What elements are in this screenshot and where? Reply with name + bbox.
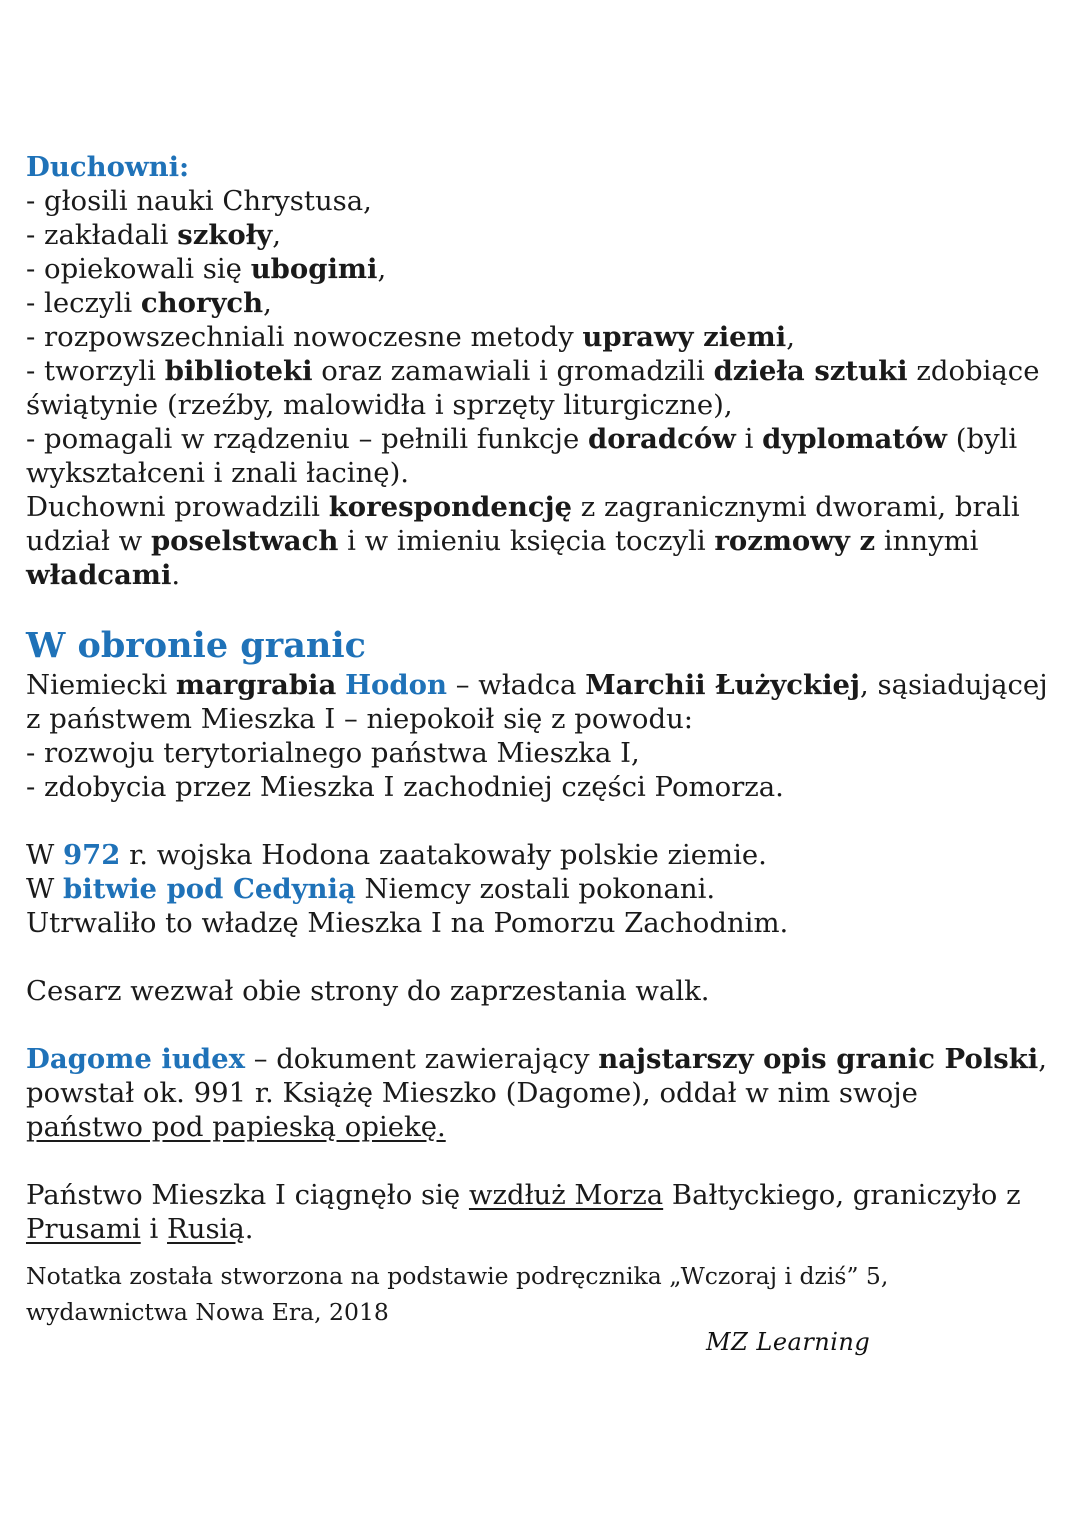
text-run: z zagranicznymi dworami, brali xyxy=(572,491,1020,523)
text-run: (byli xyxy=(947,423,1018,455)
text-run: Duchowni prowadzili xyxy=(26,491,329,523)
text-run: , xyxy=(377,253,387,285)
text-run: powstał ok. 991 r. Książę Mieszko (Dagome), oddał w nim swoje xyxy=(26,1077,918,1109)
text-run: , xyxy=(263,287,272,319)
emphasis-text: Dagome iudex xyxy=(26,1043,245,1075)
text-run: Cesarz wezwał obie strony do zaprzestania walk. xyxy=(26,975,710,1007)
paragraph xyxy=(26,1178,1056,1246)
text-run: , xyxy=(786,321,795,353)
paragraph-gap xyxy=(26,940,1056,974)
text-run: . xyxy=(244,1213,254,1245)
emphasis-text: bitwie pod Cedynią xyxy=(63,873,356,905)
text-run: , xyxy=(272,219,282,251)
text-run xyxy=(336,669,345,701)
emphasis-text: najstarszy opis granic Polski xyxy=(598,1043,1039,1075)
author-signature: MZ Learning xyxy=(706,1328,871,1356)
paragraph-line xyxy=(26,1076,1056,1110)
clergy-line xyxy=(26,422,1056,456)
paragraph xyxy=(26,1042,1056,1144)
clergy-line xyxy=(26,354,1056,388)
text-run: W xyxy=(26,873,64,905)
paragraph-line xyxy=(26,1042,1056,1076)
text-run: i xyxy=(735,423,763,455)
text-run: , sąsiadującej xyxy=(859,669,1048,701)
text-run: Państwo Mieszka I ciągnęło się xyxy=(26,1179,469,1211)
text-run: . xyxy=(171,559,181,591)
text-run: - leczyli xyxy=(26,287,141,319)
clergy-line xyxy=(26,286,1056,320)
emphasis-text: Marchii Łużyckiej xyxy=(585,669,860,701)
text-run: i xyxy=(140,1213,168,1245)
note-page xyxy=(26,150,1056,1330)
paragraph-line xyxy=(26,1212,1056,1246)
paragraph-gap xyxy=(26,1144,1056,1178)
emphasis-text: poselstwach xyxy=(150,525,339,557)
text-run: - opiekowali się xyxy=(26,253,251,285)
emphasis-text: uprawy ziemi xyxy=(582,321,787,353)
source-note xyxy=(26,1258,1056,1330)
emphasis-text: korespondencję xyxy=(328,491,573,523)
emphasis-text: szkoły xyxy=(177,219,273,251)
paragraph-gap xyxy=(26,804,1056,838)
text-run: zdobiące xyxy=(907,355,1040,387)
emphasis-text: władcami xyxy=(26,559,172,591)
text-run: - zakładali xyxy=(26,219,178,251)
emphasis-text: ubogimi xyxy=(250,253,378,285)
section-heading-borders: W obronie granic xyxy=(26,625,366,666)
text-run: - głosili nauki Chrystusa, xyxy=(26,185,372,217)
paragraph-line xyxy=(26,1110,1056,1144)
clergy-list xyxy=(26,184,1056,592)
paragraph-line xyxy=(26,770,1056,804)
text-run: innymi xyxy=(875,525,979,557)
clergy-line xyxy=(26,456,1056,490)
emphasis-text: Rusią xyxy=(167,1213,245,1245)
clergy-line xyxy=(26,218,1056,252)
text-run: W xyxy=(26,839,64,871)
text-run: Niemiecki xyxy=(26,669,176,701)
text-run: - rozpowszechniali nowoczesne metody xyxy=(26,321,583,353)
text-run: z państwem Mieszka I – niepokoił się z powodu: xyxy=(26,703,694,735)
text-run: wykształceni i znali łacinę). xyxy=(26,457,410,489)
text-run: - pomagali w rządzeniu – pełnili funkcje xyxy=(26,423,588,455)
paragraph xyxy=(26,668,1056,804)
emphasis-text: dyplomatów xyxy=(762,423,947,455)
paragraph-line xyxy=(26,906,1056,940)
text-run: i w imieniu księcia toczyli xyxy=(338,525,715,557)
emphasis-text: państwo pod papieską opiekę. xyxy=(26,1111,446,1143)
clergy-line xyxy=(26,388,1056,422)
paragraph-line xyxy=(26,668,1056,702)
text-run: - rozwoju terytorialnego państwa Mieszka I, xyxy=(26,737,640,769)
text-run: - tworzyli xyxy=(26,355,165,387)
text-run: Niemcy zostali pokonani. xyxy=(355,873,716,905)
text-run: Utrwaliło to władzę Mieszka I na Pomorzu Zachodnim. xyxy=(26,907,789,939)
paragraph-gap xyxy=(26,1008,1056,1042)
text-run: – władca xyxy=(446,669,586,701)
paragraph xyxy=(26,974,1056,1008)
emphasis-text: 972 xyxy=(63,839,121,871)
text-run: oraz zamawiali i gromadzili xyxy=(312,355,714,387)
text-run: r. wojska Hodona zaatakowały polskie ziemie. xyxy=(120,839,767,871)
clergy-line xyxy=(26,252,1056,286)
paragraph-line xyxy=(26,702,1056,736)
paragraph xyxy=(26,838,1056,940)
emphasis-text: dzieła sztuki xyxy=(713,355,908,387)
emphasis-text: margrabia xyxy=(175,669,337,701)
text-run: świątynie (rzeźby, malowidła i sprzęty liturgiczne), xyxy=(26,389,733,421)
clergy-line xyxy=(26,490,1056,524)
emphasis-text: biblioteki xyxy=(164,355,313,387)
clergy-line xyxy=(26,558,1056,592)
emphasis-text: wzdłuż Morza xyxy=(468,1179,664,1211)
emphasis-text: Prusami xyxy=(26,1213,141,1245)
emphasis-text: doradców xyxy=(587,423,736,455)
text-run: Bałtyckiego, graniczyło z xyxy=(663,1179,1021,1211)
clergy-line xyxy=(26,184,1056,218)
clergy-heading: Duchowni: xyxy=(26,151,190,183)
paragraph-line xyxy=(26,872,1056,906)
text-run: - zdobycia przez Mieszka I zachodniej części Pomorza. xyxy=(26,771,784,803)
paragraph-line xyxy=(26,736,1056,770)
clergy-line xyxy=(26,524,1056,558)
clergy-line xyxy=(26,320,1056,354)
emphasis-text: chorych xyxy=(140,287,264,319)
source-note-line-2: wydawnictwa Nowa Era, 2018 xyxy=(26,1298,389,1326)
paragraph-line xyxy=(26,974,1056,1008)
text-run: , xyxy=(1038,1043,1047,1075)
borders-body xyxy=(26,668,1056,1246)
paragraph-line xyxy=(26,838,1056,872)
text-run: – dokument zawierający xyxy=(244,1043,599,1075)
emphasis-text: Hodon xyxy=(345,669,447,701)
source-note-line-1: Notatka została stworzona na podstawie podręcznika „Wczoraj i dziś” 5, xyxy=(26,1262,889,1290)
text-run: udział w xyxy=(26,525,151,557)
paragraph-line xyxy=(26,1178,1056,1212)
emphasis-text: rozmowy z xyxy=(714,525,876,557)
